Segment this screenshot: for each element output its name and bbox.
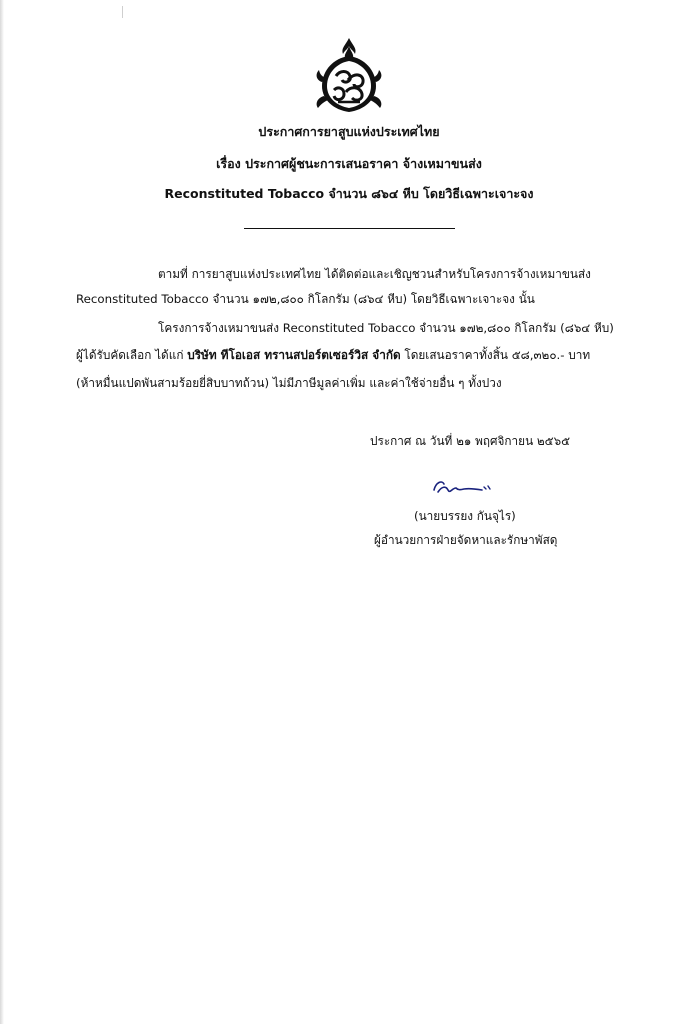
announcement-date: ประกาศ ณ วันที่ ๒๑ พฤศจิกายน ๒๕๖๕ bbox=[370, 434, 571, 448]
announcement-title: ประกาศการยาสูบแห่งประเทศไทย bbox=[258, 124, 440, 139]
paragraph-2-line-1: โครงการจ้างเหมาขนส่ง Reconstituted Tobacco จำนวน ๑๗๒,๘๐๐ กิโลกรัม (๘๖๔ หีบ) bbox=[158, 321, 614, 335]
winner-company-name: บริษัท ทีโอเอส ทรานสปอร์ตเซอร์วิส จำกัด bbox=[187, 348, 401, 362]
bid-amount-text: โดยเสนอราคาทั้งสิ้น ๕๘,๓๒๐.- บาท bbox=[400, 348, 591, 362]
signatory-position: ผู้อำนวยการฝ่ายจัดหาและรักษาพัสดุ bbox=[374, 533, 558, 547]
organization-emblem-icon bbox=[314, 36, 384, 116]
signatory-name: (นายบรรยง กันจุไร) bbox=[414, 509, 516, 523]
paragraph-2-line-2 bbox=[76, 347, 590, 363]
handwritten-signature bbox=[430, 476, 494, 498]
announcement-subject-detail: Reconstituted Tobacco จำนวน ๘๖๔ หีบ โดยวิธีเฉพาะเจาะจง bbox=[164, 186, 534, 201]
header-divider bbox=[244, 228, 455, 229]
paragraph-1-line-1: ตามที่ การยาสูบแห่งประเทศไทย ได้ติดต่อและเชิญชวนสำหรับโครงการจ้างเหมาขนส่ง bbox=[158, 267, 591, 281]
announcement-subject: เรื่อง ประกาศผู้ชนะการเสนอราคา จ้างเหมาขนส่ง bbox=[216, 156, 482, 171]
scan-edge-shadow bbox=[0, 0, 4, 1024]
paragraph-1-line-2: Reconstituted Tobacco จำนวน ๑๗๒,๘๐๐ กิโลกรัม (๘๖๔ หีบ) โดยวิธีเฉพาะเจาะจง นั้น bbox=[76, 292, 535, 306]
paragraph-2-line-3: (ห้าหมื่นแปดพันสามร้อยยี่สิบบาทถ้วน) ไม่มีภาษีมูลค่าเพิ่ม และค่าใช้จ่ายอื่น ๆ ทั้งปวง bbox=[76, 376, 502, 390]
scan-artifact-mark bbox=[122, 6, 123, 18]
winner-label: ผู้ได้รับคัดเลือก ได้แก่ bbox=[76, 348, 188, 362]
